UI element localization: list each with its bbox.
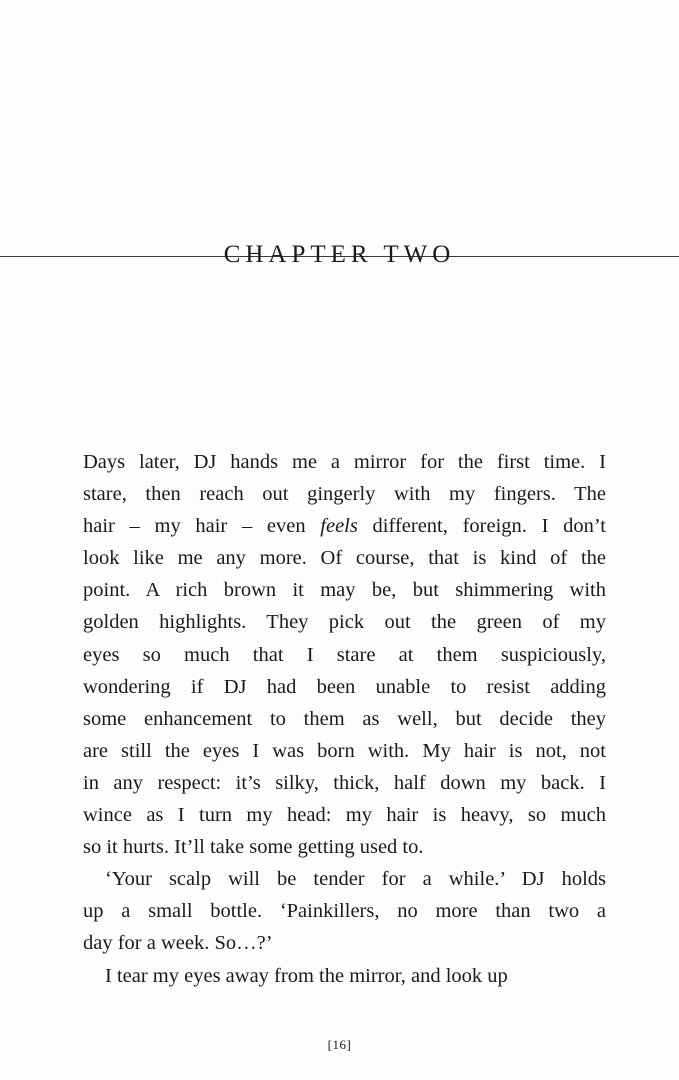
text-line: are still the eyes I was born with. My hair is not, not	[83, 739, 606, 762]
italic-word: feels	[320, 515, 358, 538]
paragraph	[83, 960, 606, 992]
body-text	[83, 446, 606, 992]
paragraph	[83, 446, 606, 863]
text-line: golden highlights. They pick out the green of my	[83, 611, 606, 634]
text-line: I tear my eyes away from the mirror, and look up	[105, 964, 508, 987]
text-line: up a small bottle. ‘Painkillers, no more than two a	[83, 900, 606, 923]
text-line: eyes so much that I stare at them suspiciously,	[83, 643, 606, 666]
text-line: some enhancement to them as well, but decide they	[83, 707, 606, 730]
text-line: wondering if DJ had been unable to resist adding	[83, 675, 606, 698]
text-line: ‘Your scalp will be tender for a while.’ DJ holds	[105, 868, 606, 891]
text-line: wince as I turn my head: my hair is heavy, so much	[83, 804, 606, 827]
text-line: in any respect: it’s silky, thick, half down my back. I	[83, 771, 606, 794]
text-line: point. A rich brown it may be, but shimmering with	[83, 579, 606, 602]
text-line: so it hurts. It’ll take some getting used to.	[83, 836, 424, 859]
text-line: day for a week. So…?’	[83, 932, 273, 955]
chapter-title: CHAPTER TWO	[223, 241, 456, 268]
text-line: Days later, DJ hands me a mirror for the first time. I	[83, 451, 606, 473]
paragraph	[83, 863, 606, 959]
text-line: look like me any more. Of course, that is kind of the	[83, 547, 606, 570]
text-line: stare, then reach out gingerly with my fingers. The	[83, 483, 606, 506]
text-line: hair – my hair – even feels different, foreign. I don’t	[83, 515, 606, 538]
page-number: [16]	[327, 1037, 352, 1052]
